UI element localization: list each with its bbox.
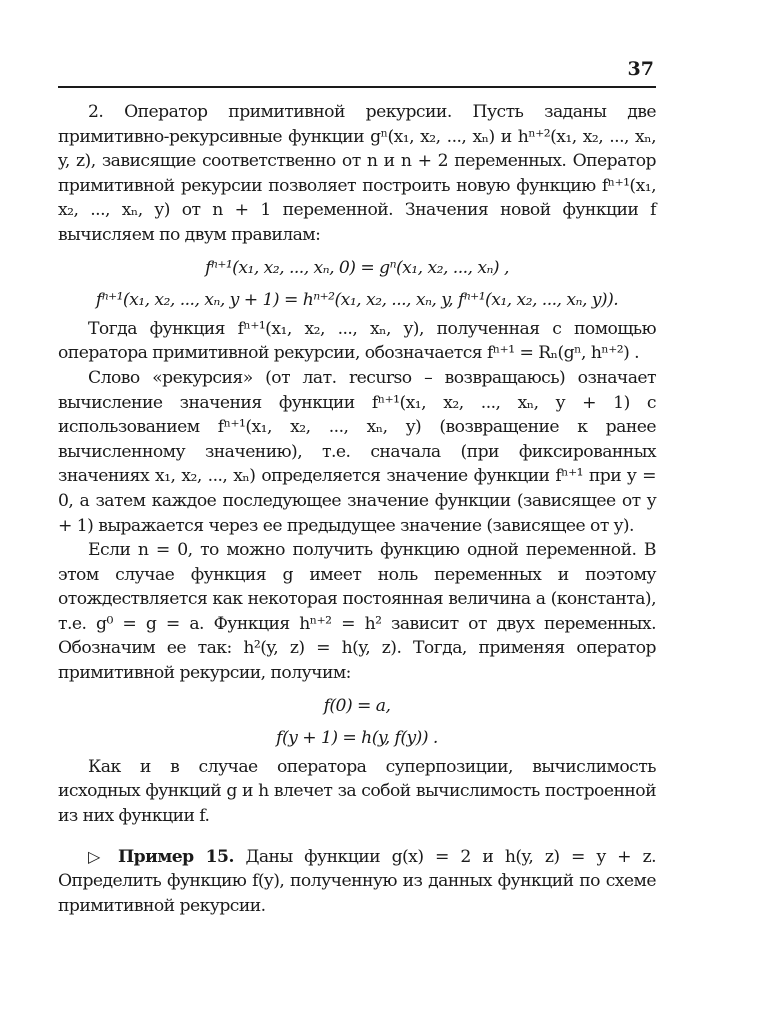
paragraph-notation: Тогда функция fⁿ⁺¹(x₁, x₂, ..., xₙ, y), полученная с помощью оператора примитивной рекурсии, обозначается fⁿ⁺¹ = Rₙ(gⁿ, hⁿ⁺²) . [58, 318, 656, 364]
example-text: Даны функции g(x) = 2 и h(y, z) = y + z. Определить функцию f(y), полученную из данных функций по схеме примитивной рекурсии. [58, 846, 656, 916]
header-rule [58, 86, 656, 88]
paragraph-computability: Как и в случае оператора суперпозиции, вычислимость исходных функций g и h влечет за собой вычислимость построенной из них функции f. [58, 756, 656, 827]
formula-step-case: fⁿ⁺¹(x₁, x₂, ..., xₙ, y + 1) = hⁿ⁺²(x₁, x₂, ..., xₙ, y, fⁿ⁺¹(x₁, x₂, ..., xₙ, y)). [95, 290, 619, 311]
page-body [58, 100, 656, 918]
formula-f-step: f(y + 1) = h(y, f(y)) . [276, 728, 438, 749]
paragraph-primitive-recursion: 2. Оператор примитивной рекурсии. Пусть заданы две примитивно-рекурсивные функции gⁿ(x₁, x₂, ..., xₙ) и hⁿ⁺²(x₁, x₂, ..., xₙ, y, z), зависящие соответственно от n и n + 2 переменных. Оператор примитивной рекурсии позволяет построить новую функцию fⁿ⁺¹(x₁, x₂, ..., xₙ, y) от n + 1 переменной. Значения новой функции f вычисляем по двум правилам: [58, 102, 656, 245]
paragraph-recursion-word: Слово «рекурсия» (от лат. recurso – возвращаюсь) означает вычисление значения функции fⁿ⁺¹(x₁, x₂, ..., xₙ, y + 1) с использованием fⁿ⁺¹(x₁, x₂, ..., xₙ, y) (возвращение к ранее вычисленному значению), т.е. сначала (при фиксированных значениях x₁, x₂, ..., xₙ) определяется значение функции fⁿ⁺¹ при y = 0, а затем каждое последующее значение функции (зависящее от y + 1) выражается через ее предыдущее значение (зависящее от y). [58, 367, 656, 536]
example-label: Пример 15. [117, 846, 234, 867]
page-number: 37 [627, 58, 654, 80]
example-15 [58, 845, 656, 919]
formula-base-case: fⁿ⁺¹(x₁, x₂, ..., xₙ, 0) = gⁿ(x₁, x₂, ..., xₙ) , [205, 257, 509, 278]
paragraph-n-zero: Если n = 0, то можно получить функцию одной переменной. В этом случае функция g имеет ноль переменных и поэтому отождествляется как некоторая постоянная величина a (константа), т.е. g⁰ = g = a. Функция hⁿ⁺² = h² зависит от двух переменных. Обозначим ее так: h²(y, z) = h(y, z). Тогда, применяя оператор примитивной рекурсии, получим: [58, 540, 656, 684]
spacer [58, 829, 656, 845]
formula-f0: f(0) = a, [323, 695, 391, 716]
triangle-marker-icon: ▷ [88, 846, 107, 866]
